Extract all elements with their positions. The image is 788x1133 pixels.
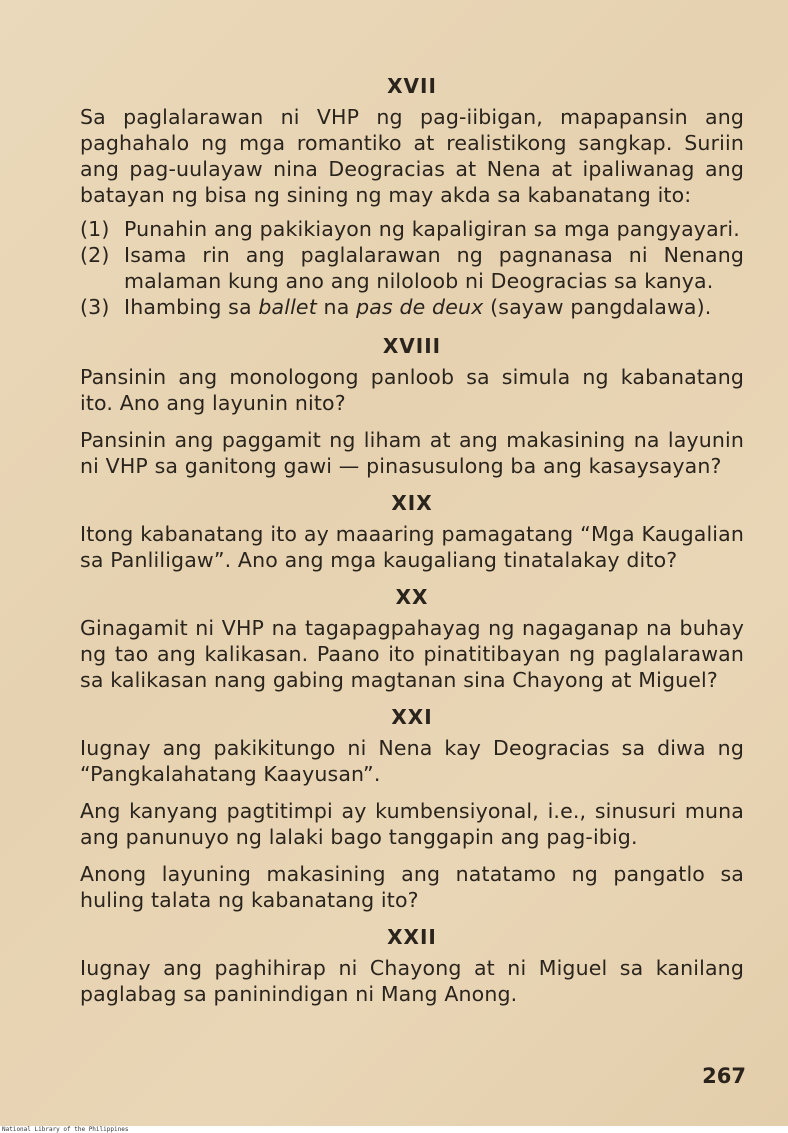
section-heading: XXI	[391, 705, 433, 729]
numbered-list	[80, 216, 744, 320]
page-number: 267	[702, 1064, 746, 1088]
list-item-text: Isama rin ang paglalarawan ng pagnanasa ni Nenang malaman kung ano ang niloloob ni Deogracias sa kanya.	[124, 243, 744, 293]
section-heading: XX	[395, 585, 429, 609]
page-content	[80, 74, 744, 1019]
paragraph: Iugnay ang pakikitungo ni Nena kay Deogracias sa diwa ng “Pangkalahatang Kaayusan”.	[80, 736, 744, 786]
list-item-text	[124, 294, 744, 320]
text-run: (sayaw pangdalawa).	[483, 295, 712, 319]
list-item	[80, 242, 744, 294]
text-run: Ihambing sa	[124, 295, 259, 319]
paragraph: Pansinin ang monologong panloob sa simula ng kabanatang ito. Ano ang layunin nito?	[80, 365, 744, 415]
section-heading: XVII	[387, 74, 437, 98]
text-run: na	[316, 295, 357, 319]
section-xxii	[80, 925, 744, 1007]
list-item-number: (3)	[80, 295, 110, 319]
section-xx	[80, 585, 744, 693]
list-item	[80, 294, 744, 320]
paragraph: Anong layuning makasining ang natatamo ng pangatlo sa huling talata ng kabanatang ito?	[80, 862, 744, 912]
italic-term: pas de deux	[356, 295, 484, 319]
section-heading: XIX	[391, 491, 433, 515]
paragraph: Ginagamit ni VHP na tagapagpahayag ng nagaganap na buhay ng tao ang kalikasan. Paano ito pinatitibayan ng paglalarawan sa kalikasan nang gabing magtanan sina Chayong at Miguel?	[80, 616, 744, 692]
list-item-text: Punahin ang pakikiayon ng kapaligiran sa mga pangyayari.	[124, 217, 740, 241]
list-item	[80, 216, 744, 242]
section-xxi	[80, 705, 744, 913]
section-heading: XXII	[387, 925, 437, 949]
list-item-number: (2)	[80, 243, 110, 267]
paragraph: Iugnay ang paghihirap ni Chayong at ni Miguel sa kanilang paglabag sa paninindigan ni Mang Anong.	[80, 956, 744, 1006]
section-xviii	[80, 334, 744, 479]
section-xix	[80, 491, 744, 573]
section-xvii	[80, 74, 744, 320]
section-heading: XVIII	[382, 334, 442, 358]
paragraph: Pansinin ang paggamit ng liham at ang makasining na layunin ni VHP sa ganitong gawi — pinasusulong ba ang kasaysayan?	[80, 428, 744, 478]
library-footer: National Library of the Philippines	[0, 1126, 788, 1133]
italic-term: ballet	[258, 295, 317, 319]
list-item-number: (1)	[80, 217, 110, 241]
paragraph: Ang kanyang pagtitimpi ay kumbensiyonal, i.e., sinusuri muna ang panunuyo ng lalaki bago tanggapin ang pag-ibig.	[80, 799, 744, 849]
paragraph: Itong kabanatang ito ay maaaring pamagatang “Mga Kaugalian sa Panliligaw”. Ano ang mga kaugaliang tinatalakay dito?	[80, 522, 744, 572]
paragraph: Sa paglalarawan ni VHP ng pag-iibigan, mapapansin ang paghahalo ng mga romantiko at realistikong sangkap. Suriin ang pag-uulayaw nina Deogracias at Nena at ipaliwanag ang batayan ng bisa ng sining ng may akda sa kabanatang ito:	[80, 105, 744, 207]
